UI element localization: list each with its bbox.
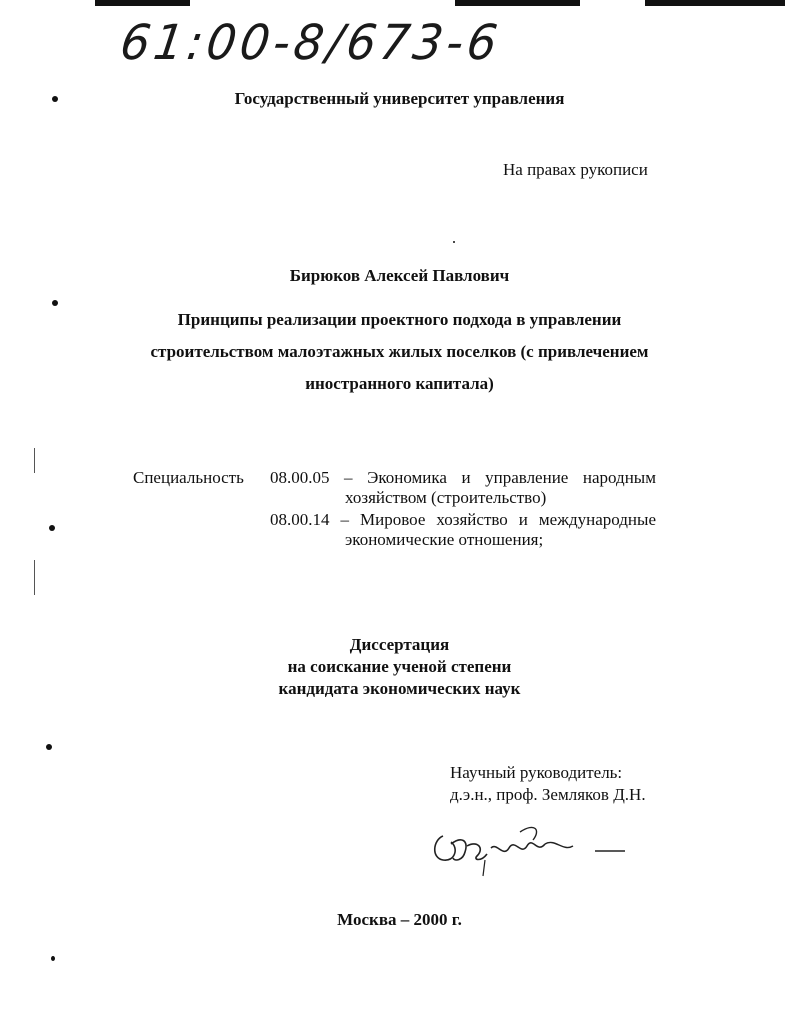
scan-artifact-bar — [95, 0, 190, 6]
dissertation-degree-line: кандидата экономических наук — [278, 679, 521, 698]
margin-line — [34, 560, 35, 595]
thesis-title-line: иностранного капитала) — [305, 374, 494, 393]
margin-line — [34, 448, 35, 473]
supervisor-name: д.э.н., проф. Земляков Д.Н. — [450, 785, 646, 804]
specialty-label: Специальность — [133, 468, 244, 487]
binding-dot — [52, 300, 58, 306]
university-name: Государственный университет управления — [234, 89, 565, 108]
specialty-code-line: 08.00.05 – Экономика и управление народным — [270, 468, 656, 487]
thesis-title-line: Принципы реализации проектного подхода в управлении — [177, 310, 622, 329]
binding-dot — [51, 956, 55, 961]
city-year: Москва – 2000 г. — [337, 910, 462, 929]
specialty-continuation: хозяйством (строительство) — [345, 488, 547, 507]
dissertation-degree-line: на соискание ученой степени — [287, 657, 512, 676]
supervisor-role: Научный руководитель: — [450, 763, 623, 782]
dissertation-heading: Диссертация — [349, 635, 450, 654]
scan-artifact-bar — [645, 0, 785, 6]
specialty-continuation: экономические отношения; — [345, 530, 544, 549]
specialty-entry — [270, 468, 656, 508]
signature-scribble — [425, 818, 635, 878]
specialty-entry — [270, 510, 656, 550]
rights-note: На правах рукописи — [503, 160, 648, 179]
thesis-title-line: строительством малоэтажных жилых поселков (с привлечением — [150, 342, 649, 361]
binding-dot — [49, 525, 55, 531]
archive-number-handwritten: 61:00-8/673-6 — [117, 14, 505, 71]
author-name: Бирюков Алексей Павлович — [289, 266, 510, 285]
specialty-code-line: 08.00.14 – Мировое хозяйство и международные — [270, 510, 656, 529]
scan-artifact-bar — [455, 0, 580, 6]
binding-dot — [46, 744, 52, 750]
supervisor-block — [450, 763, 646, 805]
speck — [453, 241, 455, 243]
